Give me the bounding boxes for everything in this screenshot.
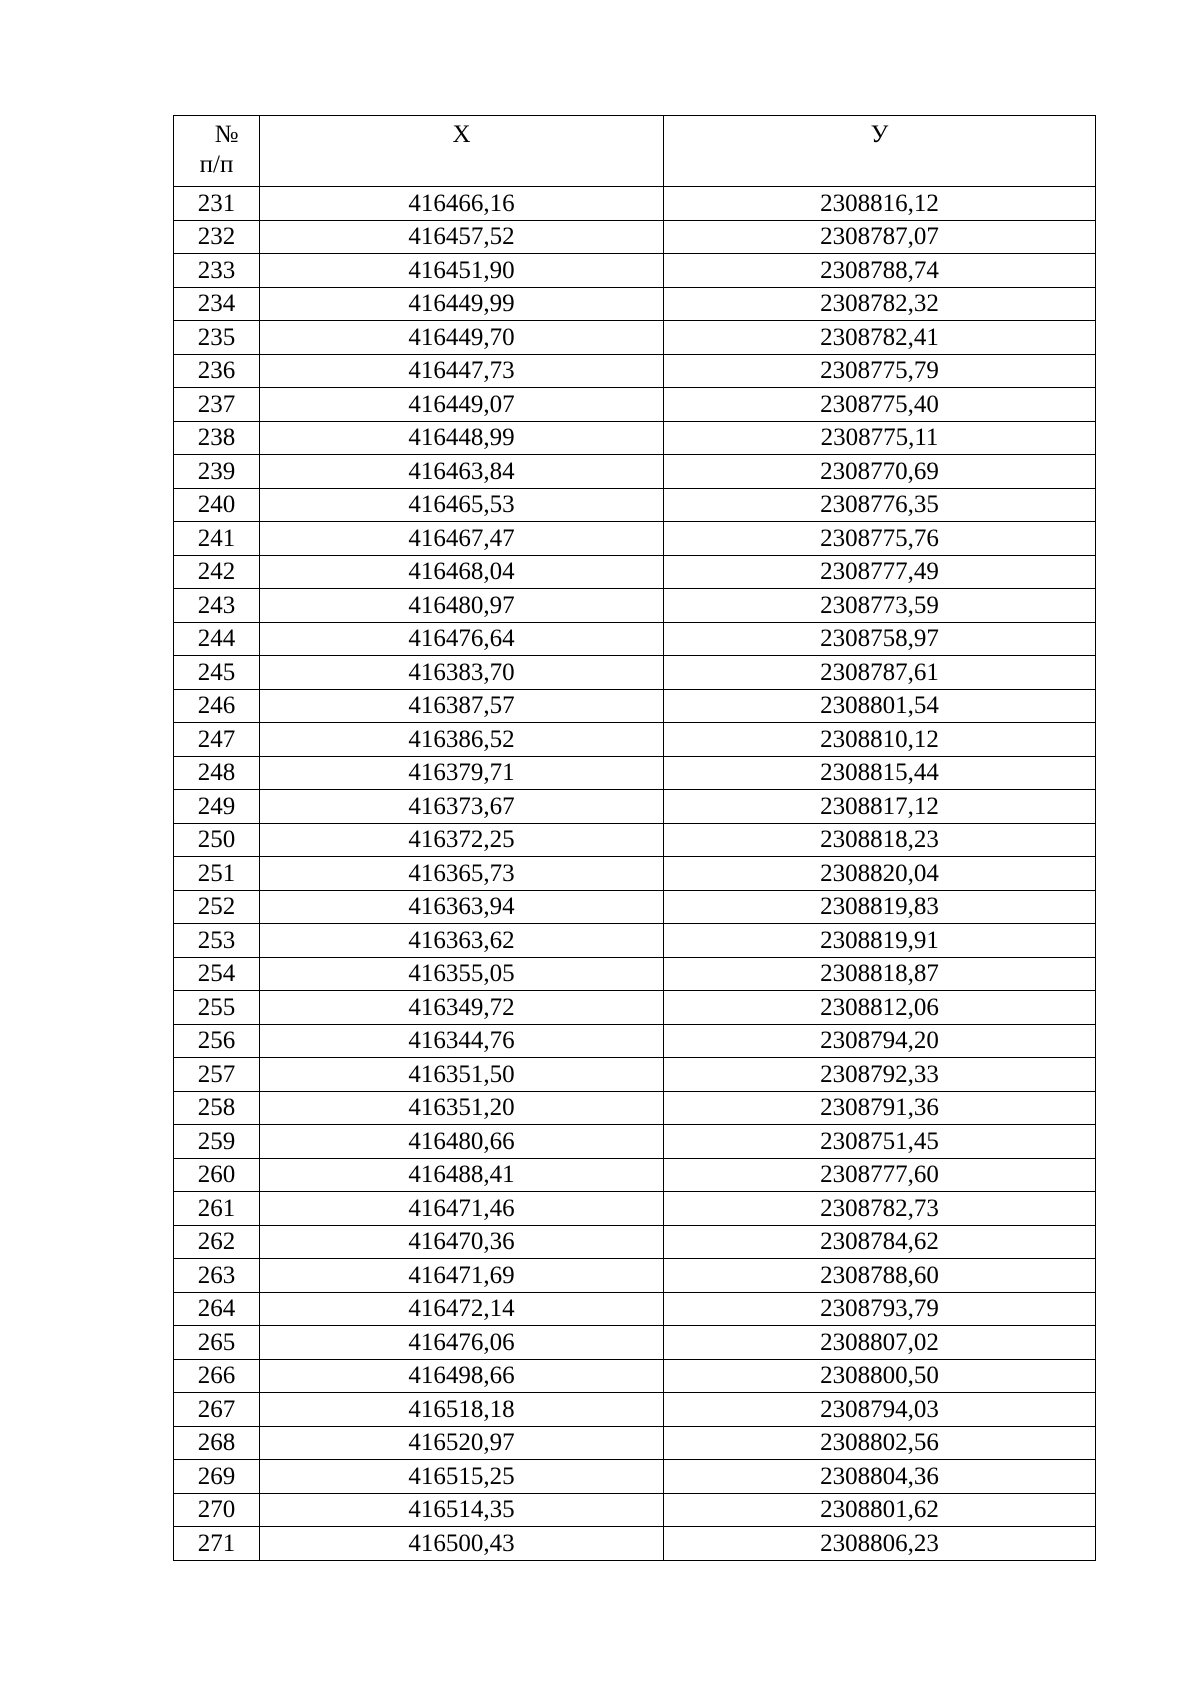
cell-x: 416515,25 xyxy=(260,1460,664,1494)
table-row xyxy=(174,857,1096,891)
cell-y: 2308782,32 xyxy=(664,287,1096,321)
cell-x: 416498,66 xyxy=(260,1359,664,1393)
cell-x: 416451,90 xyxy=(260,254,664,288)
cell-number: 265 xyxy=(174,1326,260,1360)
coordinates-table xyxy=(173,115,1096,1561)
table-row xyxy=(174,421,1096,455)
cell-y: 2308820,04 xyxy=(664,857,1096,891)
table-row xyxy=(174,1058,1096,1092)
table-row xyxy=(174,1259,1096,1293)
cell-y: 2308784,62 xyxy=(664,1225,1096,1259)
cell-x: 416449,99 xyxy=(260,287,664,321)
cell-number: 239 xyxy=(174,455,260,489)
cell-x: 416449,70 xyxy=(260,321,664,355)
cell-number: 247 xyxy=(174,723,260,757)
header-number xyxy=(174,116,260,187)
table-row xyxy=(174,354,1096,388)
cell-x: 416470,36 xyxy=(260,1225,664,1259)
cell-number: 255 xyxy=(174,991,260,1025)
cell-y: 2308801,54 xyxy=(664,689,1096,723)
cell-x: 416467,47 xyxy=(260,522,664,556)
cell-y: 2308810,12 xyxy=(664,723,1096,757)
table-row xyxy=(174,1024,1096,1058)
cell-number: 238 xyxy=(174,421,260,455)
cell-number: 245 xyxy=(174,656,260,690)
cell-x: 416457,52 xyxy=(260,220,664,254)
cell-x: 416449,07 xyxy=(260,388,664,422)
cell-number: 260 xyxy=(174,1158,260,1192)
cell-number: 233 xyxy=(174,254,260,288)
cell-x: 416514,35 xyxy=(260,1493,664,1527)
table-row xyxy=(174,1460,1096,1494)
cell-y: 2308773,59 xyxy=(664,589,1096,623)
cell-number: 269 xyxy=(174,1460,260,1494)
cell-y: 2308787,61 xyxy=(664,656,1096,690)
cell-y: 2308819,83 xyxy=(664,890,1096,924)
cell-number: 256 xyxy=(174,1024,260,1058)
cell-number: 263 xyxy=(174,1259,260,1293)
cell-number: 266 xyxy=(174,1359,260,1393)
cell-x: 416471,69 xyxy=(260,1259,664,1293)
cell-x: 416476,64 xyxy=(260,622,664,656)
cell-x: 416463,84 xyxy=(260,455,664,489)
table-row xyxy=(174,957,1096,991)
cell-x: 416465,53 xyxy=(260,488,664,522)
table-row xyxy=(174,756,1096,790)
cell-x: 416480,66 xyxy=(260,1125,664,1159)
table-row xyxy=(174,622,1096,656)
cell-x: 416476,06 xyxy=(260,1326,664,1360)
cell-y: 2308819,91 xyxy=(664,924,1096,958)
cell-y: 2308792,33 xyxy=(664,1058,1096,1092)
table-row xyxy=(174,1125,1096,1159)
cell-x: 416351,50 xyxy=(260,1058,664,1092)
table-row xyxy=(174,388,1096,422)
cell-number: 252 xyxy=(174,890,260,924)
cell-number: 258 xyxy=(174,1091,260,1125)
cell-number: 259 xyxy=(174,1125,260,1159)
cell-y: 2308794,20 xyxy=(664,1024,1096,1058)
cell-x: 416355,05 xyxy=(260,957,664,991)
cell-x: 416472,14 xyxy=(260,1292,664,1326)
table-row xyxy=(174,187,1096,221)
cell-x: 416466,16 xyxy=(260,187,664,221)
table-row xyxy=(174,522,1096,556)
table-row xyxy=(174,455,1096,489)
cell-y: 2308818,87 xyxy=(664,957,1096,991)
cell-number: 267 xyxy=(174,1393,260,1427)
cell-number: 243 xyxy=(174,589,260,623)
table-row xyxy=(174,287,1096,321)
table-row xyxy=(174,254,1096,288)
cell-y: 2308793,79 xyxy=(664,1292,1096,1326)
cell-x: 416344,76 xyxy=(260,1024,664,1058)
cell-x: 416351,20 xyxy=(260,1091,664,1125)
table-row xyxy=(174,1393,1096,1427)
cell-y: 2308751,45 xyxy=(664,1125,1096,1159)
cell-y: 2308775,79 xyxy=(664,354,1096,388)
cell-y: 2308812,06 xyxy=(664,991,1096,1025)
cell-number: 250 xyxy=(174,823,260,857)
table-header xyxy=(174,116,1096,187)
cell-y: 2308775,11 xyxy=(664,421,1096,455)
table-row xyxy=(174,1225,1096,1259)
cell-number: 271 xyxy=(174,1527,260,1561)
cell-number: 261 xyxy=(174,1192,260,1226)
cell-number: 253 xyxy=(174,924,260,958)
cell-x: 416383,70 xyxy=(260,656,664,690)
table-row xyxy=(174,488,1096,522)
cell-number: 231 xyxy=(174,187,260,221)
table-row xyxy=(174,1527,1096,1561)
table-row xyxy=(174,991,1096,1025)
cell-y: 2308794,03 xyxy=(664,1393,1096,1427)
cell-y: 2308777,60 xyxy=(664,1158,1096,1192)
cell-x: 416363,94 xyxy=(260,890,664,924)
cell-y: 2308807,02 xyxy=(664,1326,1096,1360)
cell-y: 2308776,35 xyxy=(664,488,1096,522)
cell-number: 235 xyxy=(174,321,260,355)
cell-number: 262 xyxy=(174,1225,260,1259)
table-row xyxy=(174,1192,1096,1226)
cell-y: 2308782,73 xyxy=(664,1192,1096,1226)
cell-number: 251 xyxy=(174,857,260,891)
cell-y: 2308801,62 xyxy=(664,1493,1096,1527)
header-x: Х xyxy=(260,116,664,187)
cell-y: 2308804,36 xyxy=(664,1460,1096,1494)
cell-number: 237 xyxy=(174,388,260,422)
table-row xyxy=(174,890,1096,924)
cell-x: 416468,04 xyxy=(260,555,664,589)
table-body xyxy=(174,187,1096,1561)
cell-y: 2308800,50 xyxy=(664,1359,1096,1393)
cell-number: 268 xyxy=(174,1426,260,1460)
cell-number: 270 xyxy=(174,1493,260,1527)
table-row xyxy=(174,1292,1096,1326)
table-row xyxy=(174,321,1096,355)
cell-number: 249 xyxy=(174,790,260,824)
header-y: У xyxy=(664,116,1096,187)
cell-number: 254 xyxy=(174,957,260,991)
cell-number: 264 xyxy=(174,1292,260,1326)
cell-x: 416387,57 xyxy=(260,689,664,723)
cell-number: 248 xyxy=(174,756,260,790)
table-row xyxy=(174,723,1096,757)
cell-x: 416518,18 xyxy=(260,1393,664,1427)
cell-y: 2308788,74 xyxy=(664,254,1096,288)
cell-y: 2308818,23 xyxy=(664,823,1096,857)
table-row xyxy=(174,220,1096,254)
cell-x: 416349,72 xyxy=(260,991,664,1025)
cell-number: 236 xyxy=(174,354,260,388)
table-row xyxy=(174,924,1096,958)
cell-x: 416386,52 xyxy=(260,723,664,757)
cell-x: 416471,46 xyxy=(260,1192,664,1226)
cell-x: 416480,97 xyxy=(260,589,664,623)
cell-number: 257 xyxy=(174,1058,260,1092)
table-row xyxy=(174,689,1096,723)
cell-number: 244 xyxy=(174,622,260,656)
table-row xyxy=(174,589,1096,623)
cell-y: 2308788,60 xyxy=(664,1259,1096,1293)
table-row xyxy=(174,1158,1096,1192)
header-row xyxy=(174,116,1096,187)
cell-y: 2308802,56 xyxy=(664,1426,1096,1460)
cell-y: 2308777,49 xyxy=(664,555,1096,589)
cell-number: 246 xyxy=(174,689,260,723)
header-number-abbrev: п/п xyxy=(199,151,234,178)
cell-x: 416372,25 xyxy=(260,823,664,857)
cell-y: 2308782,41 xyxy=(664,321,1096,355)
table-row xyxy=(174,555,1096,589)
cell-x: 416520,97 xyxy=(260,1426,664,1460)
cell-x: 416379,71 xyxy=(260,756,664,790)
header-number-sign: № xyxy=(214,121,239,148)
cell-y: 2308758,97 xyxy=(664,622,1096,656)
cell-number: 242 xyxy=(174,555,260,589)
cell-y: 2308817,12 xyxy=(664,790,1096,824)
table-row xyxy=(174,790,1096,824)
cell-y: 2308775,40 xyxy=(664,388,1096,422)
cell-y: 2308770,69 xyxy=(664,455,1096,489)
cell-number: 241 xyxy=(174,522,260,556)
cell-y: 2308787,07 xyxy=(664,220,1096,254)
cell-number: 234 xyxy=(174,287,260,321)
table-row xyxy=(174,656,1096,690)
cell-number: 232 xyxy=(174,220,260,254)
cell-x: 416488,41 xyxy=(260,1158,664,1192)
table-row xyxy=(174,1426,1096,1460)
cell-y: 2308775,76 xyxy=(664,522,1096,556)
cell-number: 240 xyxy=(174,488,260,522)
table-row xyxy=(174,823,1096,857)
table-row xyxy=(174,1091,1096,1125)
cell-x: 416447,73 xyxy=(260,354,664,388)
table-row xyxy=(174,1493,1096,1527)
cell-x: 416363,62 xyxy=(260,924,664,958)
cell-y: 2308791,36 xyxy=(664,1091,1096,1125)
cell-y: 2308806,23 xyxy=(664,1527,1096,1561)
cell-y: 2308815,44 xyxy=(664,756,1096,790)
cell-x: 416365,73 xyxy=(260,857,664,891)
table-row xyxy=(174,1326,1096,1360)
cell-x: 416373,67 xyxy=(260,790,664,824)
cell-x: 416500,43 xyxy=(260,1527,664,1561)
cell-y: 2308816,12 xyxy=(664,187,1096,221)
table-row xyxy=(174,1359,1096,1393)
cell-x: 416448,99 xyxy=(260,421,664,455)
